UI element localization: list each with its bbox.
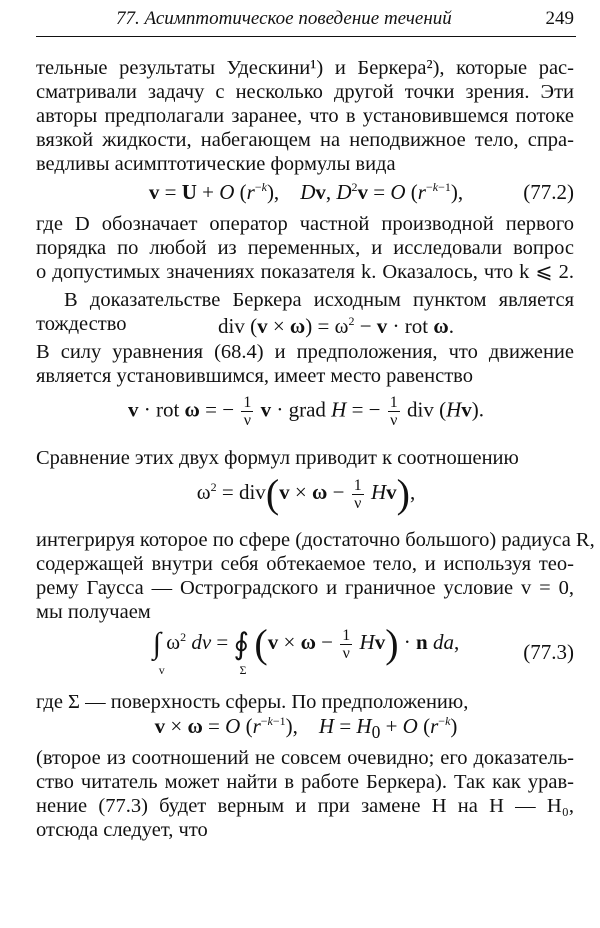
page-number: 249 — [545, 8, 574, 29]
text-line: (второе из соотношений не совсем очевидно; его доказатель- — [36, 747, 574, 769]
equation-rot: v · rot ω = − $\frac{1}{\nu}$ v · grad H = − $\frac{1}{\nu}$ div (Hv). — [127, 394, 485, 429]
text-line: В силу уравнения (68.4) и предположения, что движение — [36, 341, 574, 363]
text-line: вязкой жидкости, набегающем на неподвижное тело, спра- — [36, 129, 574, 151]
text-line: В доказательстве Беркера исходным пунктом является — [64, 289, 574, 311]
text-line: порядка по любой из переменных, и исследовали вопрос — [36, 237, 574, 259]
text-line: отсюда следует, что — [36, 819, 208, 841]
text-line: тельные результаты Удескини¹) и Беркера²), которые рас- — [36, 57, 574, 79]
text-line: ство читатель может найти в работе Беркера). Так как урав- — [36, 771, 574, 793]
text-line: где D обозначает оператор частной производной первого — [36, 213, 574, 235]
text-line: ведливы асимптотические формулы вида — [36, 153, 396, 175]
section-title: 77. Асимптотическое поведение течений — [116, 8, 452, 29]
text-line: где Σ — поверхность сферы. По предположению, — [36, 691, 469, 713]
equation-omega: $\omega^2 = div(v \times \omega$ − $\frac{1}{\nu}$ Hv), — [196, 471, 416, 516]
equation-77-3: ∫ v $\omega^2$ dv = ∮ Σ (v × ω − $\frac{1}{\nu}$ Hv) · n da, (77.3) — [152, 621, 574, 677]
text-line: о допустимых значениях показателя k. Оказалось, что k ⩽ 2. — [36, 261, 574, 283]
text-line: авторы предполагали заранее, что в установившемся потоке — [36, 105, 574, 127]
text-line: мы получаем — [36, 601, 151, 623]
text-line: рему Гаусса — Остроградского и граничное условие v = 0, — [36, 577, 574, 599]
text-line: интегрируя которое по сфере (достаточно большого) радиуса R, — [36, 529, 595, 551]
text-line: нение (77.3) будет верным и при замене H на H — H₀, — [36, 795, 574, 817]
text-line: содержащей внутри себя обтекаемое тело, и используя тео- — [36, 553, 574, 575]
equation-number: (77.3) — [523, 640, 574, 664]
equation-number: (77.2) — [523, 180, 574, 204]
running-header — [36, 6, 576, 37]
equation-body: v = U + O $(r^{-k})$, Dv, $D^2v = O$ $(r^{-k-1})$, — [148, 180, 464, 204]
text-line: Сравнение этих двух формул приводит к соотношению — [36, 447, 519, 469]
text-line: сматривали задачу с несколько другой точки зрения. Эти — [36, 81, 574, 103]
text-line: является установившимся, имеет место равенство — [36, 365, 473, 387]
text-line: тождество — [36, 313, 127, 335]
